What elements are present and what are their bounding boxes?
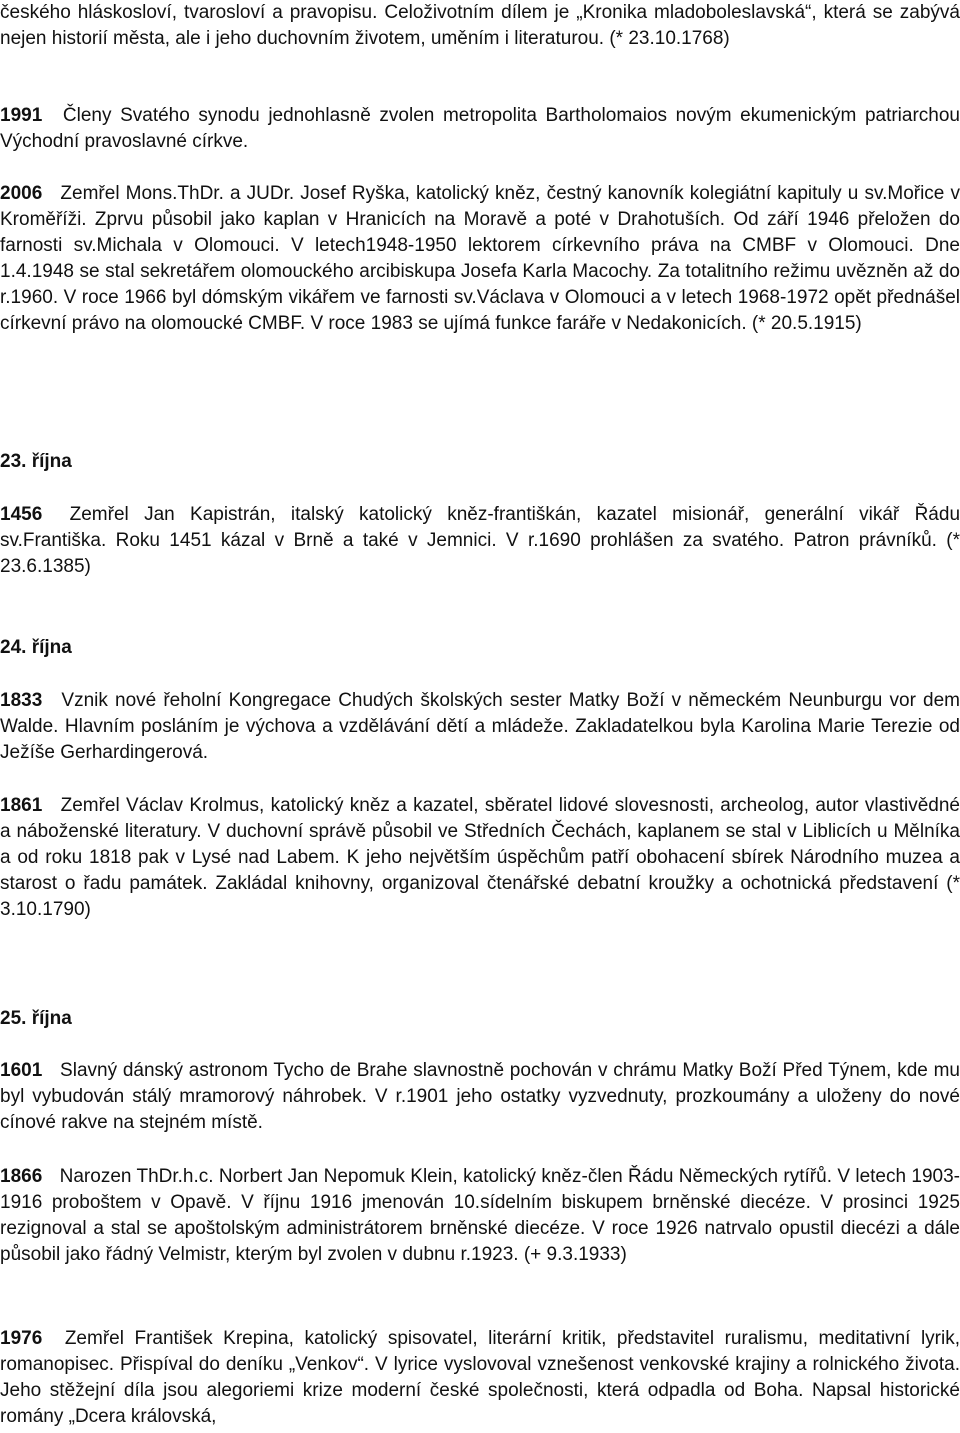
entry-text: českého hláskosloví, tvarosloví a pravopisu. Celoživotním dílem je „Kronika mladoboleslavská“, která se zabývá nejen historií města, ale i jeho duchovním životem, uměním i literaturou. (* 23.10.1768)	[0, 2, 960, 49]
entry-paragraph	[0, 502, 960, 580]
entry-text: Zemřel Mons.ThDr. a JUDr. Josef Ryška, katolický kněz, čestný kanovník kolegiátní kapituly u sv.Mořice v Kroměříži. Zprvu působil jako kaplan v Hranicích na Moravě a poté v Drahotuších. Od září 1946 přeložen do farnosti sv.Michala v Olomouci. V letech1948-1950 lektorem církevního práva na CMBF v Olomouci. Dne 1.4.1948 se stal sekretářem olomouckého arcibiskupa Josefa Karla Macochy. Za totalitního režimu uvězněn až do r.1960. V roce 1966 byl dómským vikářem ve farnosti sv.Václava v Olomouci a v letech 1968-1972 opět přednášel církevní právo na olomoucké CMBF. V roce 1983 se ujímá funkce faráře v Nedakonicích. (* 20.5.1915)	[0, 183, 960, 334]
entry-year: 1976	[0, 1328, 43, 1349]
entry-year: 1866	[0, 1166, 43, 1187]
entry-year: 1833	[0, 690, 43, 711]
entry-year: 2006	[0, 183, 43, 204]
entry-text: Členy Svatého synodu jednohlasně zvolen metropolita Bartholomaios novým ekumenickým patriarchou Východní pravoslavné církve.	[0, 105, 960, 152]
entry-text: Vznik nové řeholní Kongregace Chudých školských sester Matky Boží v německém Neunburgu vor dem Walde. Hlavním posláním je výchova a vzdělávání dětí a mládeže. Zakladatelkou byla Karolina Marie Terezie od Ježíše Gerhardingerová.	[0, 690, 960, 763]
entry-text: Zemřel František Krepina, katolický spisovatel, literární kritik, představitel ruralismu, meditativní lyrik, romanopisec. Přispíval do deníku „Venkov“. V lyrice vyslovoval vznešenost venkovské krajiny a rolnického života. Jeho stěžejní díla jsou alegoriemi krize moderní české společnosti, která odpadla od Boha. Napsal historické romány „Dcera královská,	[0, 1328, 960, 1427]
entry-text: Narozen ThDr.h.c. Norbert Jan Nepomuk Klein, katolický kněz-člen Řádu Německých rytířů. V letech 1903-1916 proboštem v Opavě. V říjnu 1916 jmenován 10.sídelním biskupem brněnské diecéze. V prosinci 1925 rezignoval a stal se apoštolským administrátorem brněnské diecéze. V roce 1926 natrvalo opustil diecézi a dále působil jako řádný Velmistr, kterým byl zvolen v dubnu r.1923. (+ 9.3.1933)	[0, 1166, 960, 1265]
entry-paragraph	[0, 1326, 960, 1430]
entry-paragraph	[0, 0, 960, 52]
entry-text: Zemřel Václav Krolmus, katolický kněz a kazatel, sběratel lidové slovesnosti, archeolog, autor vlastivědné a náboženské literatury. V duchovní správě působil ve Středních Čechách, kaplanem se stal v Liblicích u Mělníka a od roku 1818 pak v Lysé nad Labem. K jeho největším úspěchům patří obohacení sbírek Národního muzea a starost o řadu památek. Zakládal knihovny, organizoval čtenářské debatní kroužky a ochotnická představení (* 3.10.1790)	[0, 795, 960, 920]
entry-paragraph	[0, 1164, 960, 1268]
entry-paragraph	[0, 793, 960, 923]
entry-text: Zemřel Jan Kapistrán, italský katolický kněz-františkán, kazatel misionář, generální vikář Řádu sv.Františka. Roku 1451 kázal v Brně a také v Jemnici. V r.1690 prohlášen za svatého. Patron právníků. (* 23.6.1385)	[0, 504, 960, 577]
entry-paragraph	[0, 688, 960, 766]
date-heading: 24. října	[0, 637, 72, 658]
entry-paragraph	[0, 181, 960, 337]
entry-year: 1456	[0, 504, 43, 525]
entry-text: Slavný dánský astronom Tycho de Brahe slavnostně pochován v chrámu Matky Boží Před Týnem, kde mu byl vybudován stálý mramorový náhrobek. V r.1901 jeho ostatky vyzvednuty, prozkoumány a uloženy do nové cínové rakve na stejném místě.	[0, 1060, 960, 1133]
entry-paragraph	[0, 103, 960, 155]
entry-year: 1991	[0, 105, 43, 126]
entry-year: 1861	[0, 795, 43, 816]
date-heading: 25. října	[0, 1008, 72, 1029]
entry-year: 1601	[0, 1060, 43, 1081]
date-heading: 23. října	[0, 451, 72, 472]
entry-paragraph	[0, 1058, 960, 1136]
